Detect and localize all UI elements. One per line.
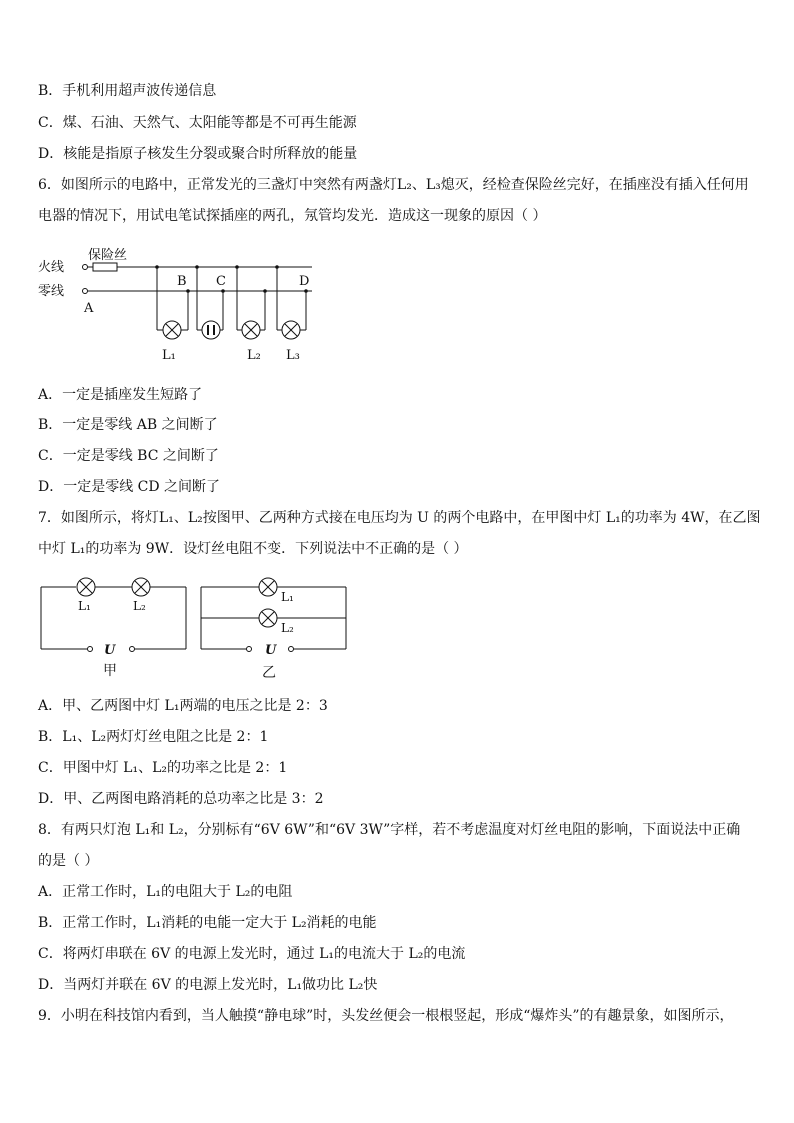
fuse-label: 保险丝 <box>88 248 128 263</box>
question-9-line1: 9．小明在科技馆内看到，当人触摸“静电球”时，头发丝便会一根根竖起，形成“爆炸头”的有趣景象，如图所示， <box>38 1008 734 1024</box>
lamp-l1-label: L₁ <box>162 348 176 363</box>
point-a-label: A <box>84 301 94 316</box>
series-l1-label: L₁ <box>78 599 91 613</box>
parallel-l2-label: L₂ <box>281 621 294 635</box>
option-5c: C．煤、石油、天然气、太阳能等都是不可再生能源 <box>38 115 357 131</box>
parallel-voltage-label: U <box>265 643 277 658</box>
option-6c: C．一定是零线 BC 之间断了 <box>38 448 219 464</box>
question-8-line2: 的是（ ） <box>38 853 99 869</box>
lamp-l3-label: L₃ <box>286 348 300 363</box>
option-8c: C．将两灯串联在 6V 的电源上发光时，通过 L₁的电流大于 L₂的电流 <box>38 946 466 962</box>
question-8-line1: 8．有两只灯泡 L₁和 L₂，分别标有“6V 6W”和“6V 3W”字样，若不考虑温度对灯丝电阻的影响，下面说法中正确 <box>38 822 741 838</box>
household-circuit-diagram <box>36 244 326 368</box>
option-7a: A．甲、乙两图中灯 L₁两端的电压之比是 2：3 <box>38 698 328 714</box>
option-5b: B．手机利用超声波传递信息 <box>38 83 217 99</box>
option-8b: B．正常工作时，L₁消耗的电能一定大于 L₂消耗的电能 <box>38 915 377 931</box>
point-c-label: C <box>216 274 226 289</box>
option-8a: A．正常工作时，L₁的电阻大于 L₂的电阻 <box>38 884 293 900</box>
question-6-line1: 6．如图所示的电路中，正常发光的三盏灯中突然有两盏灯L₂、L₃熄灭，经检查保险丝完好，在插座没有插入任何用 <box>38 177 749 193</box>
series-voltage-label: U <box>104 643 116 658</box>
option-7d: D．甲、乙两图电路消耗的总功率之比是 3：2 <box>38 791 324 807</box>
option-7b: B．L₁、L₂两灯灯丝电阻之比是 2：1 <box>38 729 269 745</box>
option-6b: B．一定是零线 AB 之间断了 <box>38 417 218 433</box>
series-l2-label: L₂ <box>133 599 146 613</box>
parallel-l1-label: L₁ <box>281 590 294 604</box>
point-b-label: B <box>177 274 187 289</box>
lamp-l2-label: L₂ <box>247 348 261 363</box>
figure-jia-label: 甲 <box>103 663 117 679</box>
question-7-line2: 中灯 L₁的功率为 9W．设灯丝电阻不变．下列说法中不正确的是（ ） <box>38 541 468 557</box>
option-6d: D．一定是零线 CD 之间断了 <box>38 479 221 495</box>
question-7-line1: 7．如图所示，将灯L₁、L₂按图甲、乙两种方式接在电压均为 U 的两个电路中，在甲图中灯 L₁的功率为 4W，在乙图 <box>38 510 761 526</box>
question-6-line2: 电器的情况下，用试电笔试探插座的两孔，氖管均发光．造成这一现象的原因（ ） <box>38 208 547 224</box>
neutral-wire-label: 零线 <box>38 284 65 299</box>
live-wire-label: 火线 <box>38 260 65 275</box>
option-7c: C．甲图中灯 L₁、L₂的功率之比是 2：1 <box>38 760 288 776</box>
point-d-label: D <box>299 274 310 289</box>
option-8d: D．当两灯并联在 6V 的电源上发光时，L₁做功比 L₂快 <box>38 977 378 993</box>
series-parallel-circuit-diagrams <box>36 574 356 684</box>
option-6a: A．一定是插座发生短路了 <box>38 387 203 403</box>
option-5d: D．核能是指原子核发生分裂或聚合时所释放的能量 <box>38 146 358 162</box>
figure-yi-label: 乙 <box>262 665 276 681</box>
